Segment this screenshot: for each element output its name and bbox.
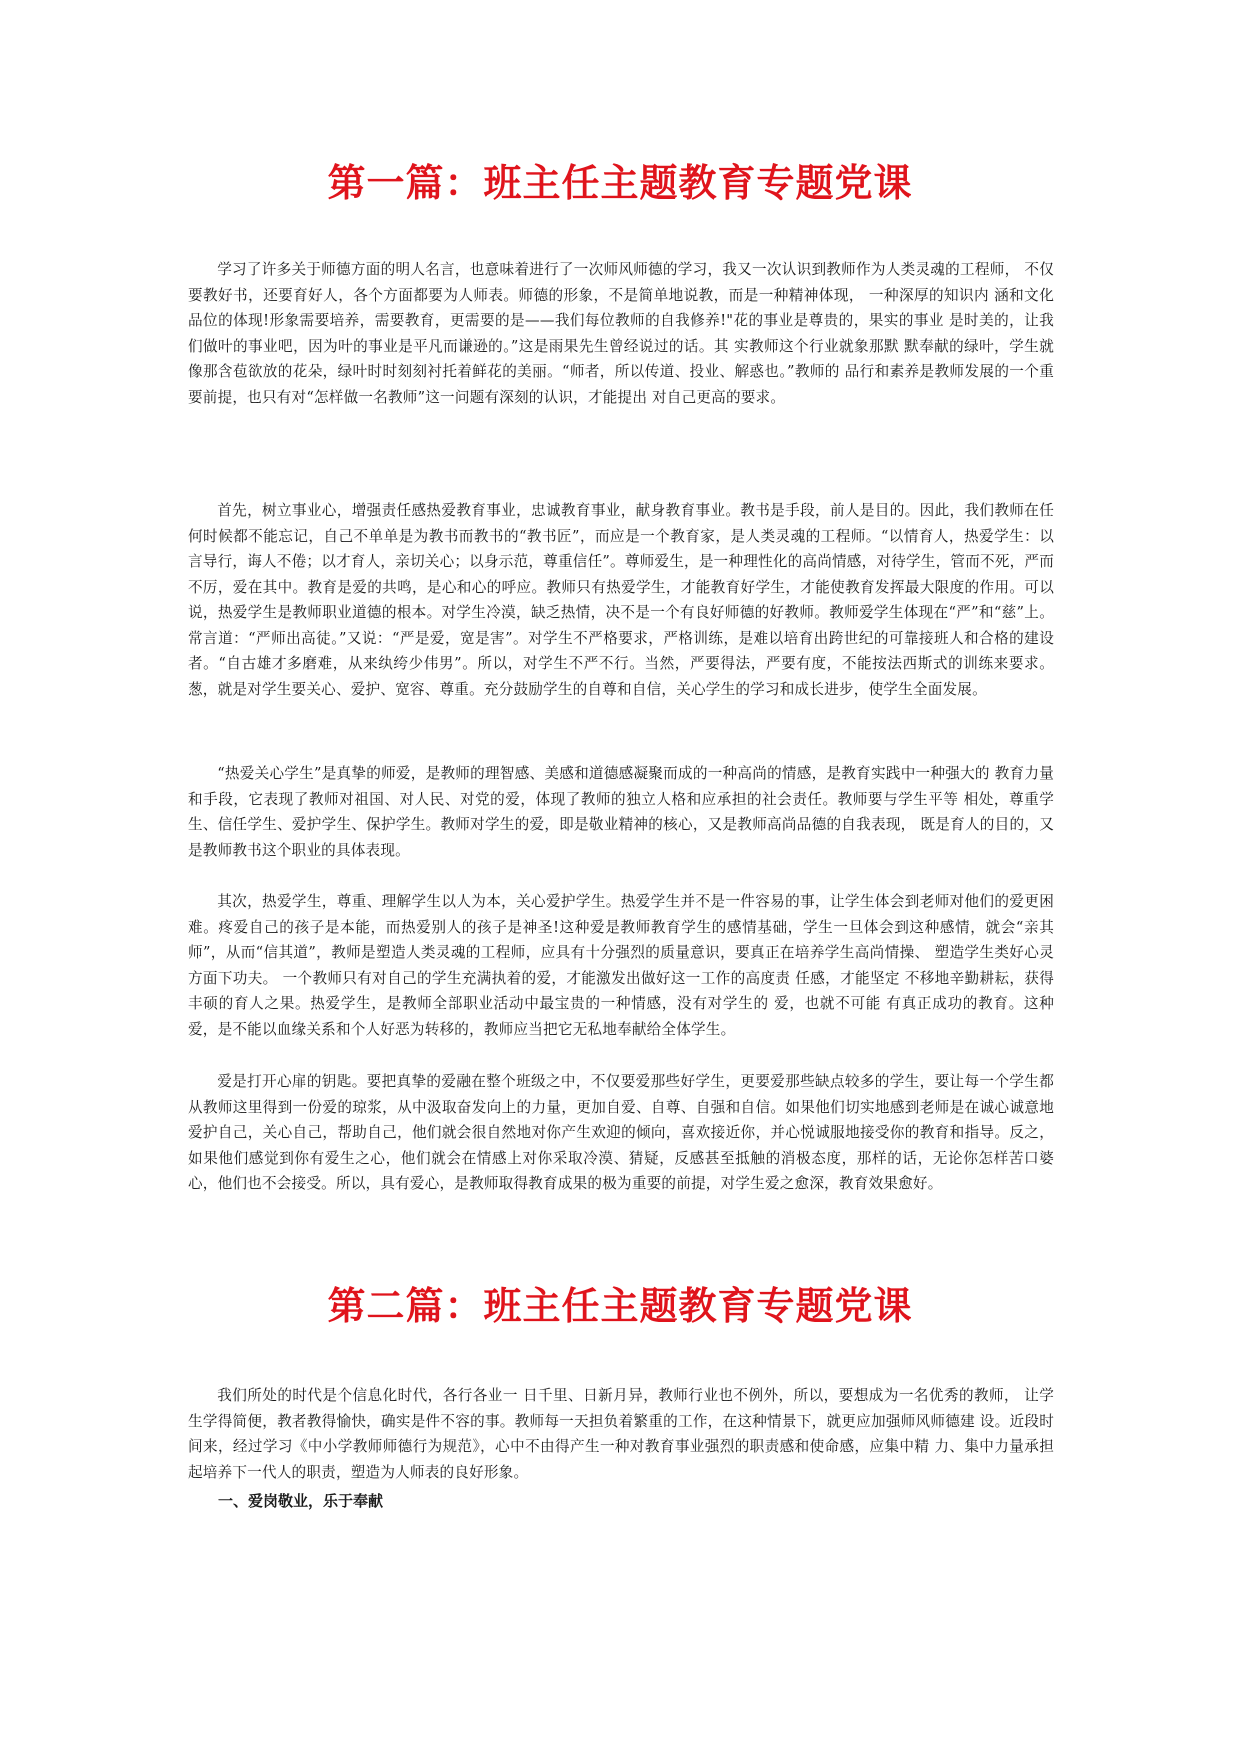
section-2-paragraph-1: 我们所处的时代是个信息化时代，各行各业一 日千里、日新月异，教师行业也不例外，所以，要想成为一名优秀的教师， 让学生学得简便，教者教得愉快，确实是件不容的事。教师每一天担负着繁重的工作，在这种情景下，就更应加强师风师德建 设。近段时间来，经过学习《中小学教师师德行为规范》，心中不由得产生一种对教育事业强烈的职责感和使命感，应集中精 力、集中力量承担起培养下一代人的职责，塑造为人师表的良好形象。 [188,1387,1054,1481]
section-1-paragraph-2: 首先，树立事业心，增强责任感热爱教育事业，忠诚教育事业，献身教育事业。教书是手段，前人是目的。因此，我们教师在任何时候都不能忘记，自己不单单是为教书而教书的“教书匠”，而应是一个教育家，是人类灵魂的工程师。“以情育人，热爱学生：以言导行，诲人不倦；以才育人，亲切关心；以身示范，尊重信任”。尊师爱生，是一种理性化的高尚情感，对待学生，管而不死，严而不厉，爱在其中。教育是爱的共鸣，是心和心的呼应。教师只有热爱学生，才能教育好学生，才能使教育发挥最大限度的作用。可以说，热爱学生是教师职业道德的根本。对学生冷漠，缺乏热情，决不是一个有良好师德的好教师。教师爱学生体现在“严”和“慈”上。常言道：“严师出高徒。”又说：“严是爱，宽是害”。对学生不严格要求，严格训练，是难以培育出跨世纪的可靠接班人和合格的建设者。“自古雄才多磨难，从来纨绔少伟男”。所以，对学生不严不行。当然，严要得法，严要有度，不能按法西斯式的训练来要求。葱，就是对学生要关心、爱护、宽容、尊重。充分鼓励学生的自尊和自信，关心学生的学习和成长进步，使学生全面发展。 [188,502,1054,698]
section-1-paragraph-1: 学习了许多关于师德方面的明人名言，也意味着进行了一次师风师德的学习，我又一次认识到教师作为人类灵魂的工程师， 不仅要教好书，还要育好人，各个方面都要为人师表。师德的形象，不是简单地说教，而是一种精神体现， 一种深厚的知识内 涵和文化品位的体现!形象需要培养，需要教育，更需要的是——我们每位教师的自我修养!"花的事业是尊贵的，果实的事业 是时美的，让我们做叶的事业吧，因为叶的事业是平凡而谦逊的。”这是雨果先生曾经说过的话。其 实教师这个行业就象那默 默奉献的绿叶，学生就像那含苞欲放的花朵，绿叶时时刻刻衬托着鲜花的美丽。“师者，所以传道、投业、解惑也。”教师的 品行和素养是教师发展的一个重要前提，也只有对“怎样做一名教师”这一问题有深刻的认识，才能提出 对自己更高的要求。 [188,261,1054,406]
section-1-paragraph-5: 爱是打开心扉的钥匙。要把真挚的爱融在整个班级之中，不仅要爱那些好学生，更要爱那些缺点较多的学生，要让每一个学生都从教师这里得到一份爱的琼浆，从中汲取奋发向上的力量，更加自爱、自尊、自强和自信。如果他们切实地感到老师是在诚心诚意地爱护自己，关心自己，帮助自己，他们就会很自然地对你产生欢迎的倾向，喜欢接近你，并心悦诚服地接受你的教育和指导。反之，如果他们感觉到你有爱生之心，他们就会在情感上对你采取冷漠、猜疑，反感甚至抵触的消极态度，那样的话，无论你怎样苦口婆心，他们也不会接受。所以，具有爱心，是教师取得教育成果的极为重要的前提，对学生爱之愈深，教育效果愈好。 [188,1073,1054,1192]
section-1-paragraph-3: “热爱关心学生”是真挚的师爱，是教师的理智感、美感和道德感凝聚而成的一种高尚的情感，是教育实践中一种强大的 教育力量和手段，它表现了教师对祖国、对人民、对党的爱，体现了教师的独立人格和应承担的社会责任。教师要与学生平等 相处，尊重学生、信任学生、爱护学生、保护学生。教师对学生的爱，即是敬业精神的核心，又是教师高尚品德的自我表现， 既是育人的目的，又是教师教书这个职业的具体表现。 [188,765,1054,859]
section-1-paragraph-4: 其次，热爱学生，尊重、理解学生以人为本，关心爱护学生。热爱学生并不是一件容易的事，让学生体会到老师对他们的爱更困难。疼爱自己的孩子是本能，而热爱别人的孩子是神圣!这种爱是教师教育学生的感情基础，学生一旦体会到这种感情，就会“亲其师”，从而“信其道”，教师是塑造人类灵魂的工程师，应具有十分强烈的质量意识，要真正在培养学生高尚情操、 塑造学生类好心灵方面下功夫。 一个教师只有对自己的学生充满执着的爱，才能激发出做好这一工作的高度责 任感，才能坚定 不移地辛勤耕耘，获得丰硕的育人之果。热爱学生，是教师全部职业活动中最宝贵的一种情感，没有对学生的 爱，也就不可能 有真正成功的教育。这种爱，是不能以血缘关系和个人好恶为转移的，教师应当把它无私地奉献给全体学生。 [188,893,1054,1038]
section-2-title: 第二篇：班主任主题教育专题党课 [327,1283,913,1328]
section-1-title: 第一篇：班主任主题教育专题党课 [327,160,913,205]
section-2-subheading: 一、爱岗敬业，乐于奉献 [218,1492,384,1510]
